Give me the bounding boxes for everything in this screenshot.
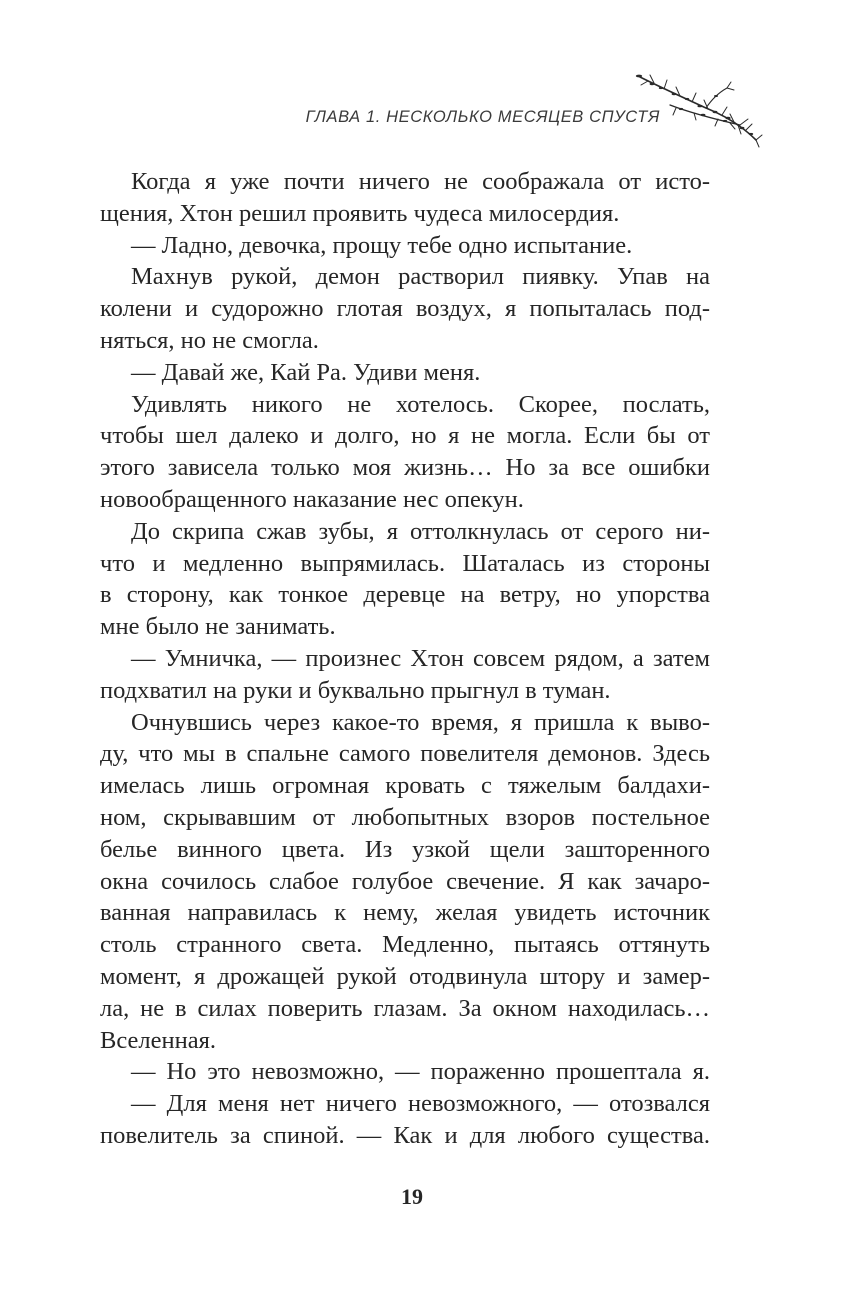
- text-line: белье винного цвета. Из узкой щели зашторенного: [100, 835, 710, 863]
- text-line: окна сочилось слабое голубое свечение. Я как зачаро-: [100, 867, 710, 895]
- text-line: подхватил на руки и буквально прыгнул в туман.: [100, 676, 611, 704]
- paragraph: [100, 166, 710, 230]
- text-line: — Ладно, девочка, прощу тебе одно испытание.: [131, 231, 633, 259]
- text-line: Вселенная.: [100, 1026, 216, 1054]
- paragraph: [100, 389, 710, 516]
- paragraph: [100, 643, 710, 707]
- thorn-branch-icon: [630, 68, 765, 150]
- text-line: момент, я дрожащей рукой отодвинула штору и замер-: [100, 962, 710, 990]
- paragraph: [100, 357, 710, 389]
- paragraph: [100, 230, 710, 262]
- text-line: ду, что мы в спальне самого повелителя демонов. Здесь: [100, 740, 710, 768]
- text-line: Когда я уже почти ничего не соображала от исто-: [131, 168, 710, 195]
- text-line: колени и судорожно глотая воздух, я попыталась под-: [100, 295, 710, 323]
- text-line: няться, но не смогла.: [100, 326, 319, 354]
- text-line: чтобы шел далеко и долго, но я не могла. Если бы от: [100, 422, 710, 450]
- text-line: мне было не занимать.: [100, 613, 336, 641]
- text-line: — Давай же, Кай Ра. Удиви меня.: [131, 358, 481, 386]
- text-line: До скрипа сжав зубы, я оттолкнулась от серого ни-: [131, 517, 710, 545]
- text-line: — Умничка, — произнес Хтон совсем рядом, а затем: [131, 644, 710, 672]
- paragraph: [100, 1056, 710, 1088]
- page-number: 19: [401, 1184, 423, 1209]
- text-line: столь странного света. Медленно, пытаясь оттянуть: [100, 931, 710, 959]
- text-line: щения, Хтон решил проявить чудеса милосердия.: [100, 199, 620, 227]
- paragraph: [100, 1088, 710, 1152]
- text-line: этого зависела только моя жизнь… Но за все ошибки: [100, 454, 710, 482]
- paragraph: [100, 516, 710, 643]
- text-line: новообращенного наказание нес опекун.: [100, 485, 524, 513]
- text-line: имелась лишь огромная кровать с тяжелым балдахи-: [100, 772, 710, 800]
- text-line: ла, не в силах поверить глазам. За окном находилась…: [100, 994, 710, 1022]
- text-line: повелитель за спиной. — Как и для любого существа.: [100, 1121, 710, 1149]
- text-line: ванная направилась к нему, желая увидеть источник: [100, 899, 710, 927]
- text-line: — Но это невозможно, — пораженно прошептала я.: [131, 1058, 710, 1086]
- text-line: в сторону, как тонкое деревце на ветру, но упорства: [100, 581, 710, 609]
- paragraph: [100, 261, 710, 356]
- text-line: Удивлять никого не хотелось. Скорее, послать,: [131, 390, 710, 418]
- paragraph: [100, 707, 710, 1057]
- body-text: [100, 166, 710, 1152]
- text-line: Махнув рукой, демон растворил пиявку. Упав на: [131, 263, 710, 291]
- text-line: ном, скрывавшим от любопытных взоров постельное: [100, 803, 710, 831]
- text-line: Очнувшись через какое-то время, я пришла к выво-: [131, 708, 710, 736]
- running-title: ГЛАВА 1. НЕСКОЛЬКО МЕСЯЦЕВ СПУСТЯ: [305, 108, 660, 126]
- text-line: что и медленно выпрямилась. Шаталась из стороны: [100, 549, 710, 577]
- text-line: — Для меня нет ничего невозможного, — отозвался: [131, 1090, 710, 1118]
